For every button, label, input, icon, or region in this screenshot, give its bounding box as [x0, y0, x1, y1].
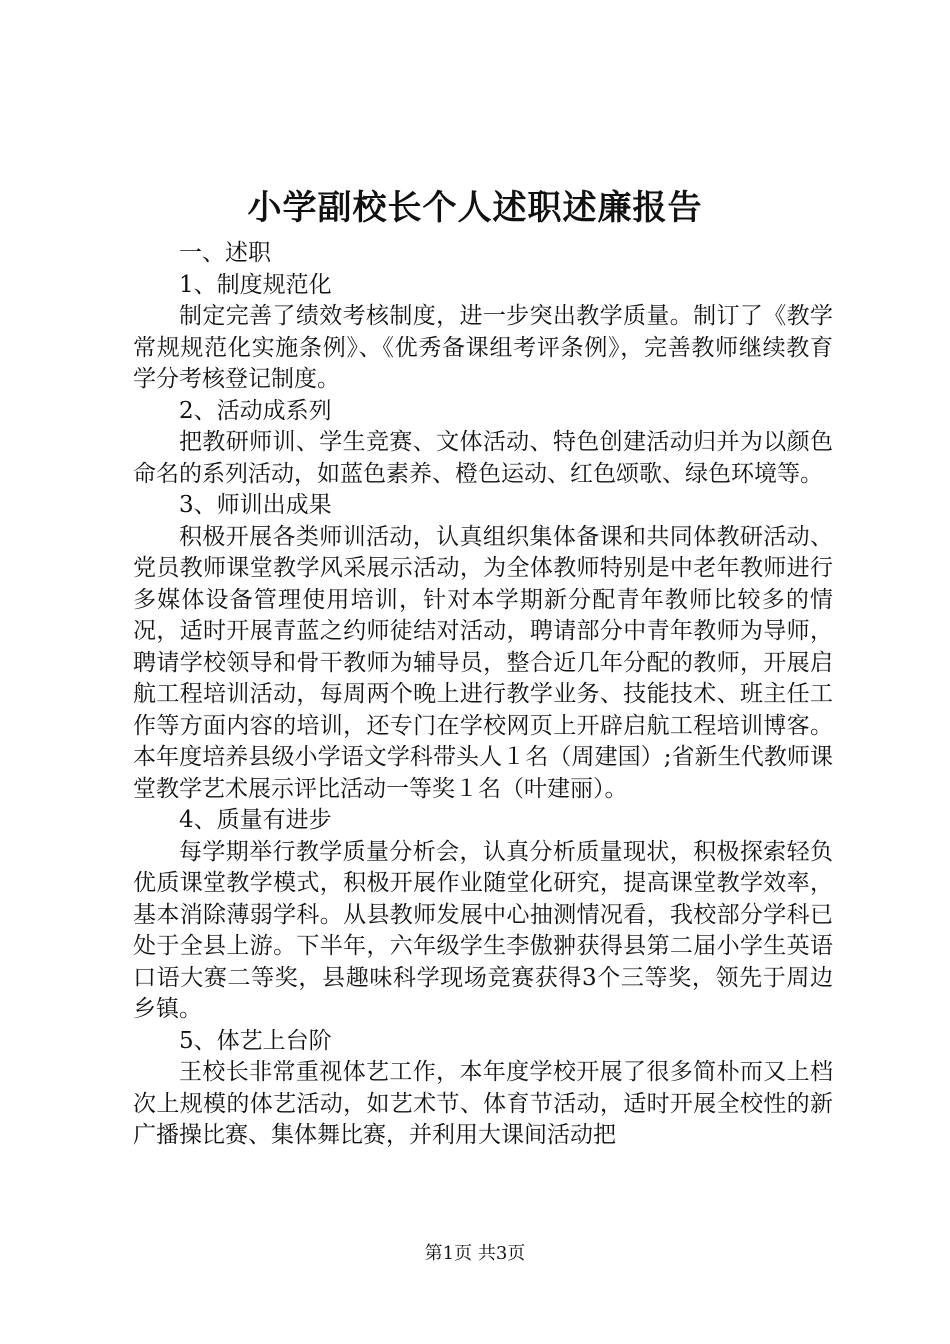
body-paragraph: 每学期举行教学质量分析会，认真分析质量现状，积极探索轻负优质课堂教学模式，积极开展作业随堂化研究，提高课堂教学效率，基本消除薄弱学科。从县教师发展中心抽测情况看，我校部分学科已处于全县上游。下半年，六年级学生李傲翀获得县第二届小学生英语口语大赛二等奖，县趣味科学现场竞赛获得3个三等奖，领先于周边乡镇。 [133, 838, 833, 1022]
document-title: 小学副校长个人述职述廉报告 [247, 188, 703, 228]
subsection-heading: 1、制度规范化 [179, 271, 332, 298]
subsection-heading: 5、体艺上台阶 [179, 1027, 332, 1054]
subsection-heading: 4、质量有进步 [179, 807, 332, 833]
page-number-footer: 第1页 共3页 [424, 1243, 526, 1264]
document-body [133, 238, 833, 1152]
body-paragraph: 把教研师训、学生竞赛、文体活动、特色创建活动归并为以颜色命名的系列活动，如蓝色素养、橙色运动、红色颂歌、绿色环境等。 [133, 429, 833, 487]
subsection-heading: 2、活动成系列 [179, 397, 332, 424]
body-paragraph: 积极开展各类师训活动，认真组织集体备课和共同体教研活动、党员教师课堂教学风采展示活动，为全体教师特别是中老年教师进行多媒体设备管理使用培训，针对本学期新分配青年教师比较多的情况，适时开展青蓝之约师徒结对活动，聘请部分中青年教师为导师，聘请学校领导和骨干教师为辅导员，整合近几年分配的教师，开展启航工程培训活动，每周两个晚上进行教学业务、技能技术、班主任工作等方面内容的培训，还专门在学校网页上开辟启航工程培训博客。本年度培养县级小学语文学科带头人１名（周建国）;省新生代教师课堂教学艺术展示评比活动一等奖１名（叶建丽）。 [133, 523, 833, 802]
subsection-heading: 3、师训出成果 [179, 492, 332, 518]
section-heading: 一、述职 [179, 240, 271, 266]
body-paragraph: 王校长非常重视体艺工作，本年度学校开展了很多简朴而又上档次上规模的体艺活动，如艺术节、体育节活动，适时开展全校性的新广播操比赛、集体舞比赛，并利用大课间活动把 [133, 1059, 833, 1148]
body-paragraph: 制定完善了绩效考核制度，进一步突出教学质量。制订了《教学常规规范化实施条例》、《优秀备课组考评条例》，完善教师继续教育学分考核登记制度。 [133, 303, 833, 392]
